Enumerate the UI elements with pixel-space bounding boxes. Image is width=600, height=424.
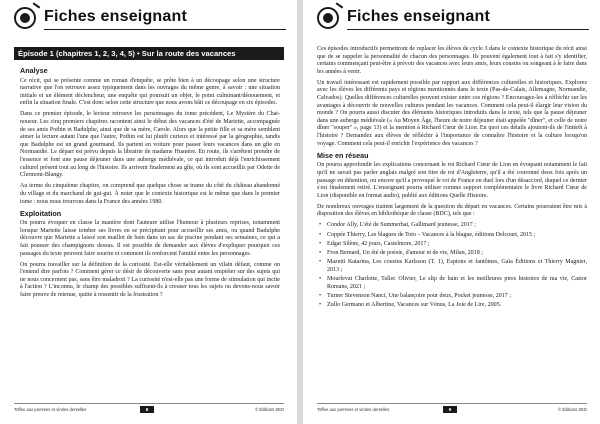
paragraph: On pourra évoquer en classe la manière dont l'auteure utilise l'humour à plusieurs reprises, notamment lorsque Mariette laisse tomber ses livres en se précipitant pour accueillir ses amis, ou quand Badulphe découvre que Mariette a laissé son maillot de bain dans un sac de piscine pendant ses semaines, ce qui a fait pousser des champignons dessus. Il est possible de demander aux élèves d'expliquer pourquoi ces passages du texte peuvent faire sourire et comment ils renforcent l'amitié entre les personnages. (20, 220, 280, 257)
section-heading-analyse: Analyse (20, 66, 48, 75)
page-header (317, 7, 589, 31)
list-item: • Fron Bernard, Un été de poésie, d'amour et de vie, Milan, 2018 ; (317, 250, 587, 258)
paragraph: On pourra approfondir les explications concernant le roi Richard Cœur de Lion en évoquant notamment le fait qu'il ne savait pas parler anglais malgré son titre de roi d'Angleterre, qu'il a été couronné deux fois après un passage en détention, ou encore qu'il a provoqué le roi de France en duel lors d'un désaccord, duquel ce dernier s'est finalement retiré. L'enseignant pourra utiliser comme support complémentaire le livre Richard Cœur de Lion (disponible en format audio), publié aux éditions Quelle Histoire. (317, 162, 587, 199)
list-item: • Condor Ally, L'été de Summerhat, Gallimard jeunesse, 2017 ; (317, 222, 587, 230)
page-footer (14, 407, 284, 415)
header-rule (44, 29, 286, 30)
magnifier-icon (317, 7, 339, 29)
paragraph: Dans ce premier épisode, le lecteur retrouve les personnages du tome précédent, Le Mystère du Chat-noueur. Les cinq premiers chapitres racontent ainsi le début des vacances d'été de Mariette, accompagnée de ses amis Pothin et Badulphe, ainsi que de sa mère, Carole. Alors que la petite fille et sa mère semblent aimer la lecture autant l'une que l'autre, Pothin est lui plutôt curieux et intéressé par la géographie, tandis que Badulphe est un grand gourmand. Ils partent en voiture pour passer leurs vacances dans un gîte en Normandie. Le départ est prévu depuis la librairie de madame Huanère. En route, ils s'arrêtent prendre de l'essence et font une pause déjeuner dans une auberge médiévale, ce qui introduit déjà l'enrichissement culturel présent tout au long de l'histoire. Ils arrivent finalement au gîte, où ils sont accueillis par Odette de Clermont-Blangy. (20, 111, 280, 179)
list-item: • Zullo Germano et Albertine, Vacances sur Vénus, La Joie de Lire, 2005. (317, 302, 587, 310)
magnifier-icon (14, 7, 36, 29)
paragraph: Ce récit, qui se présente comme un roman d'enquête, se prête bien à un découpage selon une structure narrative que l'on retrouve assez typiquement dans les ouvrages du même genre, à savoir : une situation initiale et un élément déclencheur, une enquête qui poursuit un objet, le point culminant/dénouement, et enfin la situation finale. C'est donc selon cette structure que nous avons bâti ce découpage en six épisodes. (20, 77, 280, 107)
paragraph: Ces épisodes introductifs permettront de replacer les élèves de cycle 3 dans le contexte historique du récit ainsi que de se rappeler la personnalité de chacun des personnages. Ils pouvent également tout à fait s'y identifier, certains commençant peut-être à prévoir des vacances avec leurs amis, leurs cousins ou songeant à le faire dans les années à venir. (317, 46, 587, 75)
page-footer (317, 407, 587, 415)
page-title: Fiches enseignant (347, 8, 490, 25)
paragraph: De nombreux ouvrages traitent largement de la question du départ en vacances. Certains pourraient être mis à disposition des élèves en bibliothèque de classe (BDC), tels que : (317, 203, 587, 218)
section-heading-mise-en-reseau: Mise en réseau (317, 150, 369, 160)
book-list (317, 222, 587, 309)
episode-banner: Épisode 1 (chapitres 1, 2, 3, 4, 5) • Sur la route des vacances (14, 47, 284, 60)
paragraph: Un travail intéressant est rapidement possible par rapport aux différences culturelles et historiques. Explorez avec les élèves les différents pays et régions mentionnés dans le texte (Pas-de-Calais, Allemagne, Normandie, Calvados). Quelles différences culturelles peuvent exister entre ces régions ? Encouragez-les à réfléchir sur les avantages à découvrir de nouvelles cultures pendant les vacances. Comment cela peut-il élargir leur vision du monde ? On pourra aussi discuter des éléments historiques introduits dans le texte, tels que la pause déjeuner dans une auberge médiévale (« Au Moyen Âge, l'heure de notre déjeuner était appelée "dîner", et celle de notre dîner "souper" », page 13) et la mention à Richard Cœur de Lion. En quoi ces détails ajoutent-ils de l'intérêt à l'histoire ? Demandez aux élèves de réfléchir à l'importance de connaître l'histoire et la culture lorsqu'on voyage. Comment cela peut-il enrichir l'expérience des vacances ? (317, 79, 587, 147)
left-page (0, 0, 297, 424)
footer-rule (14, 403, 284, 404)
right-page (303, 0, 600, 424)
page-number: 9 (443, 406, 457, 413)
page-header (14, 7, 286, 31)
list-item: • Coppée Thierry, Les blagues de Toto – Vacances à la blague, éditions Delcourt, 2015 ; (317, 232, 587, 240)
footer-book-title: Toffee aux pommes et viroles dentelles (14, 407, 87, 412)
footer-rule (317, 403, 587, 404)
page-number: 8 (140, 406, 154, 413)
list-item: • Edgar Silène, 42 jours, Castelmore, 2017 ; (317, 241, 587, 249)
right-column (317, 46, 587, 311)
paragraph: On pourra travailler sur la définition de la curiosité. Est-elle véritablement un vilain défaut, comme on l'entend dire parfois ? Comment gérer ce désir de découverte sans pour autant empiéter sur des sujets qui ne nous concernent pas, sans être maladroit ? La curiosité n'est-elle pas une forme de stimulation qui incite à l'action ? L'inconnu, le champ des possibles suffisent-ils à creuser tous les sujets ou devons-nous savoir faire preuve de retenue, quitte à ressentir de la frustration ? (20, 261, 280, 299)
list-item: • Turner Stevenson Nanci, Une balançoire pour deux, Pocket jeunesse, 2017 ; (317, 293, 587, 301)
list-item: • Mourlevat Charlotte, Tallec Olivier, Le slip de bain et les meilleures pires histoires de ma vie, Castor Romans, 2021 ; (317, 276, 587, 291)
left-column (20, 65, 280, 303)
footer-publisher: © Éditions SED (255, 407, 284, 412)
paragraph: Au terme du cinquième chapitre, on comprend que quelque chose se trame du côté du château abandonné du village et du marchand de gui-gui. À noter que le contexte historique est le même que dans le premier tome : nous nous trouvons dans la France des années 1980. (20, 183, 280, 205)
footer-publisher: © Éditions SED (558, 407, 587, 412)
header-rule (347, 29, 589, 30)
section-heading-exploitation: Exploitation (20, 208, 62, 218)
list-item: • Mazetti Katarina, Les cousins Karlsson (T. 1), Espions et fantômes, Gaïa Éditions et Thierry Magnier, 2013 ; (317, 259, 587, 274)
footer-book-title: Toffee aux pommes et viroles dentelles (317, 407, 390, 412)
page-title: Fiches enseignant (44, 8, 187, 25)
